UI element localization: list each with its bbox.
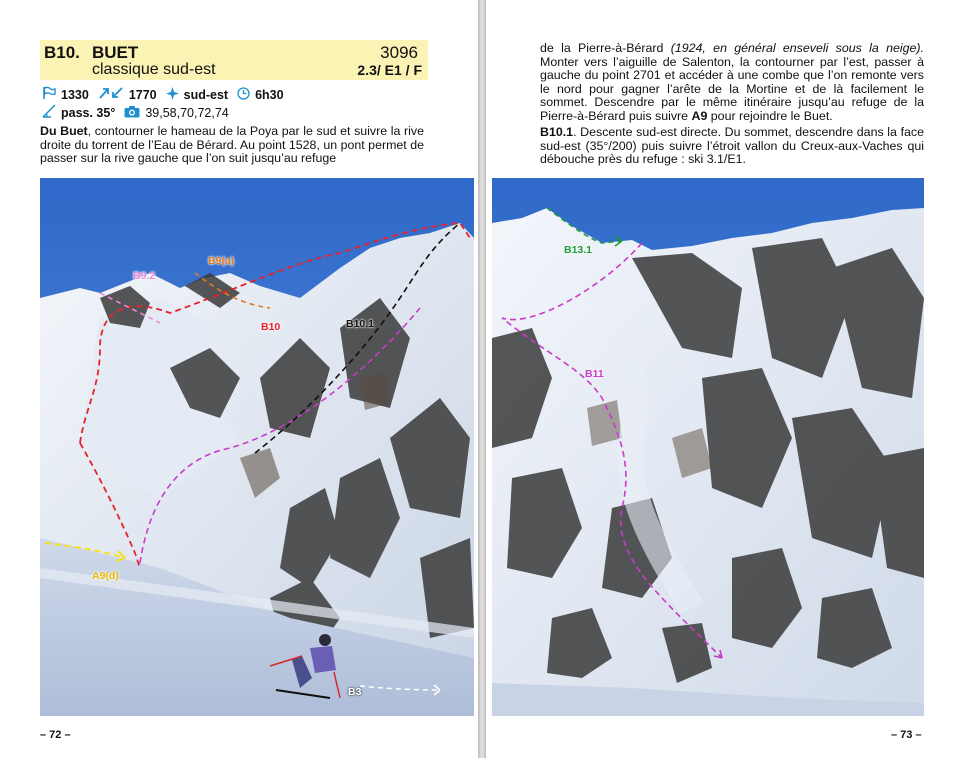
continuation-text-1: de la Pierre-à-Bérard	[540, 41, 671, 55]
right-page	[486, 0, 964, 758]
left-mountain-photo	[40, 178, 474, 716]
page-number-left: – 72 –	[40, 729, 71, 741]
start-altitude: 1330	[61, 87, 89, 102]
route-grade: 2.3/ E1 / F	[357, 62, 422, 78]
intro-text: , contourner le hameau de la Poya par le sud et suivre la rive droite du torrent de l’Eau de Bérard. Au point 1528, un pont permet de passer sur la rive gauche que l’on suit jusqu’au refuge	[40, 124, 424, 166]
route-name: BUET	[92, 43, 139, 62]
continuation-bold: A9	[691, 108, 708, 123]
page-number-right: – 73 –	[891, 729, 922, 741]
slope-icon	[42, 104, 56, 121]
route-variant: classique sud-est	[92, 61, 216, 78]
book-gutter	[478, 0, 486, 758]
compass-star-icon	[166, 87, 179, 103]
variant-text: . Descente sud-est directe. Du sommet, descendre dans la face sud-est (35°/200) puis suivre l’étroit vallon du Creux-aux-Vaches qui débouche près du refuge : ski 3.1/E1.	[540, 125, 924, 167]
label-b11: B11	[585, 368, 604, 380]
stats-row-2	[42, 104, 229, 121]
route-header	[40, 40, 428, 80]
summit-altitude: 1770	[128, 87, 157, 102]
continuation-italic: (1924, en général enseveli sous la neige).	[670, 41, 924, 55]
camera-icon	[124, 105, 140, 121]
label-b13-1: B13.1	[564, 244, 593, 256]
continuation-paragraph	[540, 42, 924, 124]
left-page	[0, 0, 478, 758]
continuation-text-3: pour rejoindre le Buet.	[707, 108, 833, 123]
stats-row-1	[42, 86, 284, 103]
label-b3: B3	[348, 686, 362, 698]
intro-bold: Du Buet	[40, 124, 88, 138]
variant-bold: B10.1	[540, 125, 574, 139]
variant-paragraph	[540, 126, 924, 167]
label-b9a: B9(a)	[208, 255, 235, 267]
continuation-text-2: Monter vers l’aiguille de Salenton, la contourner par l’est, passer à gauche du point 2701 et accéder à une combe que l’on remonte vers le nord pour gagner l’arête de la Mortine et de là facilement le sommet. Descendre par le même itinéraire jusqu’au refuge de la Pierre-à-Bérard puis suivre	[540, 54, 924, 123]
max-slope: pass. 35°	[61, 105, 116, 120]
orientation: sud-est	[183, 87, 229, 102]
label-b10: B10	[261, 321, 281, 333]
ascent-arrows-icon	[98, 86, 124, 103]
label-b9-2: B9.2	[133, 270, 156, 282]
intro-paragraph	[40, 125, 424, 166]
route-altitude: 3096	[380, 43, 418, 62]
label-b10-1: B10.1	[346, 318, 375, 330]
right-mountain-photo	[492, 178, 924, 716]
label-a9d: A9(d)	[92, 570, 119, 582]
photo-refs: 39,58,70,72,74	[145, 105, 229, 120]
route-code: B10.	[44, 43, 80, 62]
duration: 6h30	[255, 87, 284, 102]
clock-icon	[237, 87, 250, 103]
flag-icon	[42, 86, 56, 103]
